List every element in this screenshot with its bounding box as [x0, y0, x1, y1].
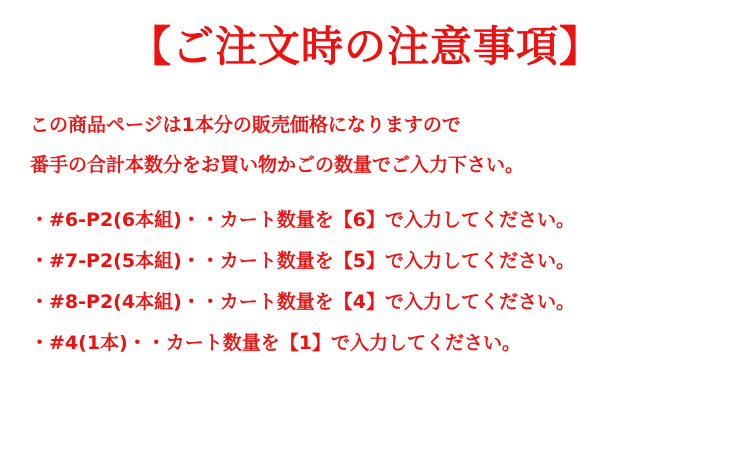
list-item: ・#8-P2(4本組)・・カート数量を【4】で入力してください。 [30, 291, 575, 314]
page-title: 【ご注文時の注意事項】 [128, 22, 602, 71]
order-notice-card [0, 22, 731, 457]
lead-line-2: 番手の合計本数分をお買い物かごの数量でご入力下さい。 [30, 154, 525, 177]
list-item: ・#6-P2(6本組)・・カート数量を【6】で入力してください。 [30, 209, 575, 232]
list-item: ・#4(1本)・・カート数量を【1】で入力してください。 [30, 332, 521, 355]
quantity-instruction-list [0, 211, 731, 353]
lead-paragraph [0, 116, 731, 175]
list-item: ・#7-P2(5本組)・・カート数量を【5】で入力してください。 [30, 250, 575, 273]
lead-line-1: この商品ページは1本分の販売価格になりますので [30, 114, 461, 137]
